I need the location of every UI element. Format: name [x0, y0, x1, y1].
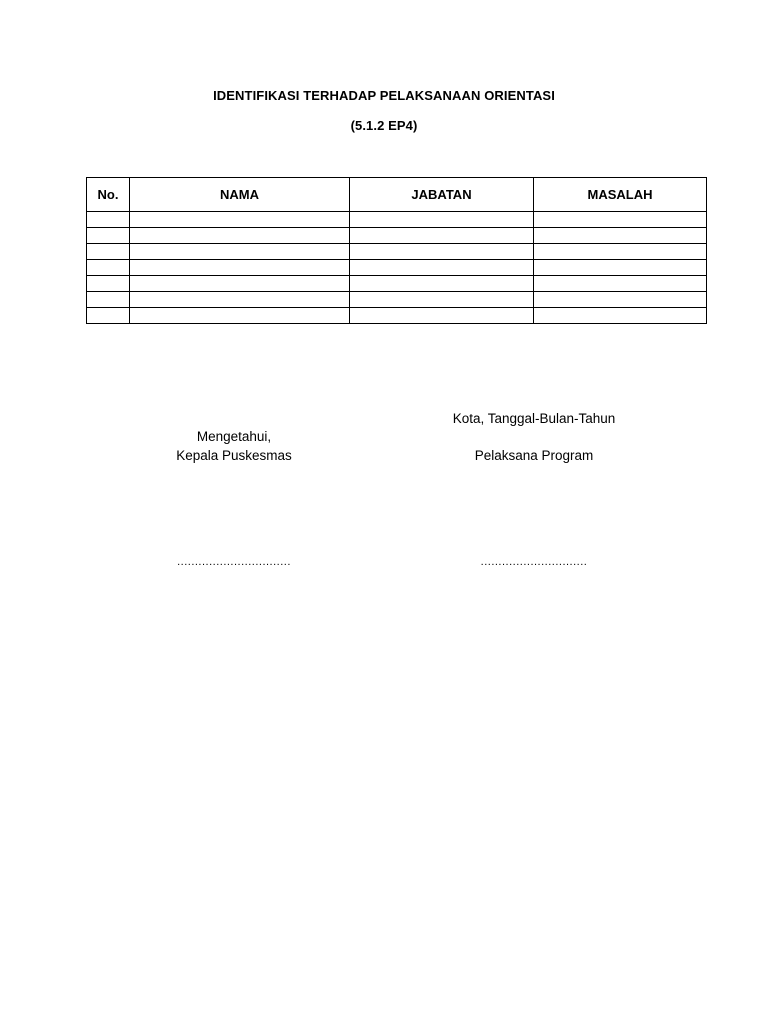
table-row — [87, 212, 707, 228]
header-masalah: MASALAH — [534, 178, 707, 212]
table-cell — [130, 212, 350, 228]
table-row — [87, 260, 707, 276]
header-nama: NAMA — [130, 178, 350, 212]
executor-title: Pelaksana Program — [474, 448, 594, 463]
table-row — [87, 244, 707, 260]
table-cell — [350, 260, 534, 276]
orientation-table — [86, 177, 707, 324]
acknowledged-label: Mengetahui, — [196, 429, 272, 444]
left-signature-line: ................................ — [177, 556, 291, 568]
table-cell — [87, 212, 130, 228]
table-cell — [534, 308, 707, 324]
document-code: (5.1.2 EP4) — [350, 118, 418, 133]
table-cell — [130, 308, 350, 324]
table-cell — [534, 244, 707, 260]
table-row — [87, 276, 707, 292]
document-title: IDENTIFIKASI TERHADAP PELAKSANAAN ORIENTASI — [213, 88, 555, 103]
table-row — [87, 228, 707, 244]
table-cell — [534, 260, 707, 276]
table-cell — [87, 292, 130, 308]
header-no: No. — [87, 178, 130, 212]
header-jabatan: JABATAN — [350, 178, 534, 212]
right-signature-line: .............................. — [480, 556, 588, 568]
table-row — [87, 292, 707, 308]
table-header-row — [87, 178, 707, 212]
place-date: Kota, Tanggal-Bulan-Tahun — [452, 411, 616, 426]
table-cell — [350, 308, 534, 324]
table-cell — [130, 260, 350, 276]
table-cell — [534, 228, 707, 244]
table-cell — [130, 228, 350, 244]
table-cell — [130, 292, 350, 308]
table-cell — [534, 212, 707, 228]
table-cell — [87, 260, 130, 276]
table-cell — [350, 228, 534, 244]
table-cell — [87, 308, 130, 324]
table-cell — [350, 276, 534, 292]
head-title: Kepala Puskesmas — [176, 448, 292, 463]
table-row — [87, 308, 707, 324]
table-cell — [350, 292, 534, 308]
table-cell — [130, 244, 350, 260]
table-cell — [87, 244, 130, 260]
table-cell — [87, 228, 130, 244]
table-cell — [534, 292, 707, 308]
table-cell — [87, 276, 130, 292]
table-cell — [534, 276, 707, 292]
table-cell — [350, 244, 534, 260]
table-cell — [350, 212, 534, 228]
table-cell — [130, 276, 350, 292]
